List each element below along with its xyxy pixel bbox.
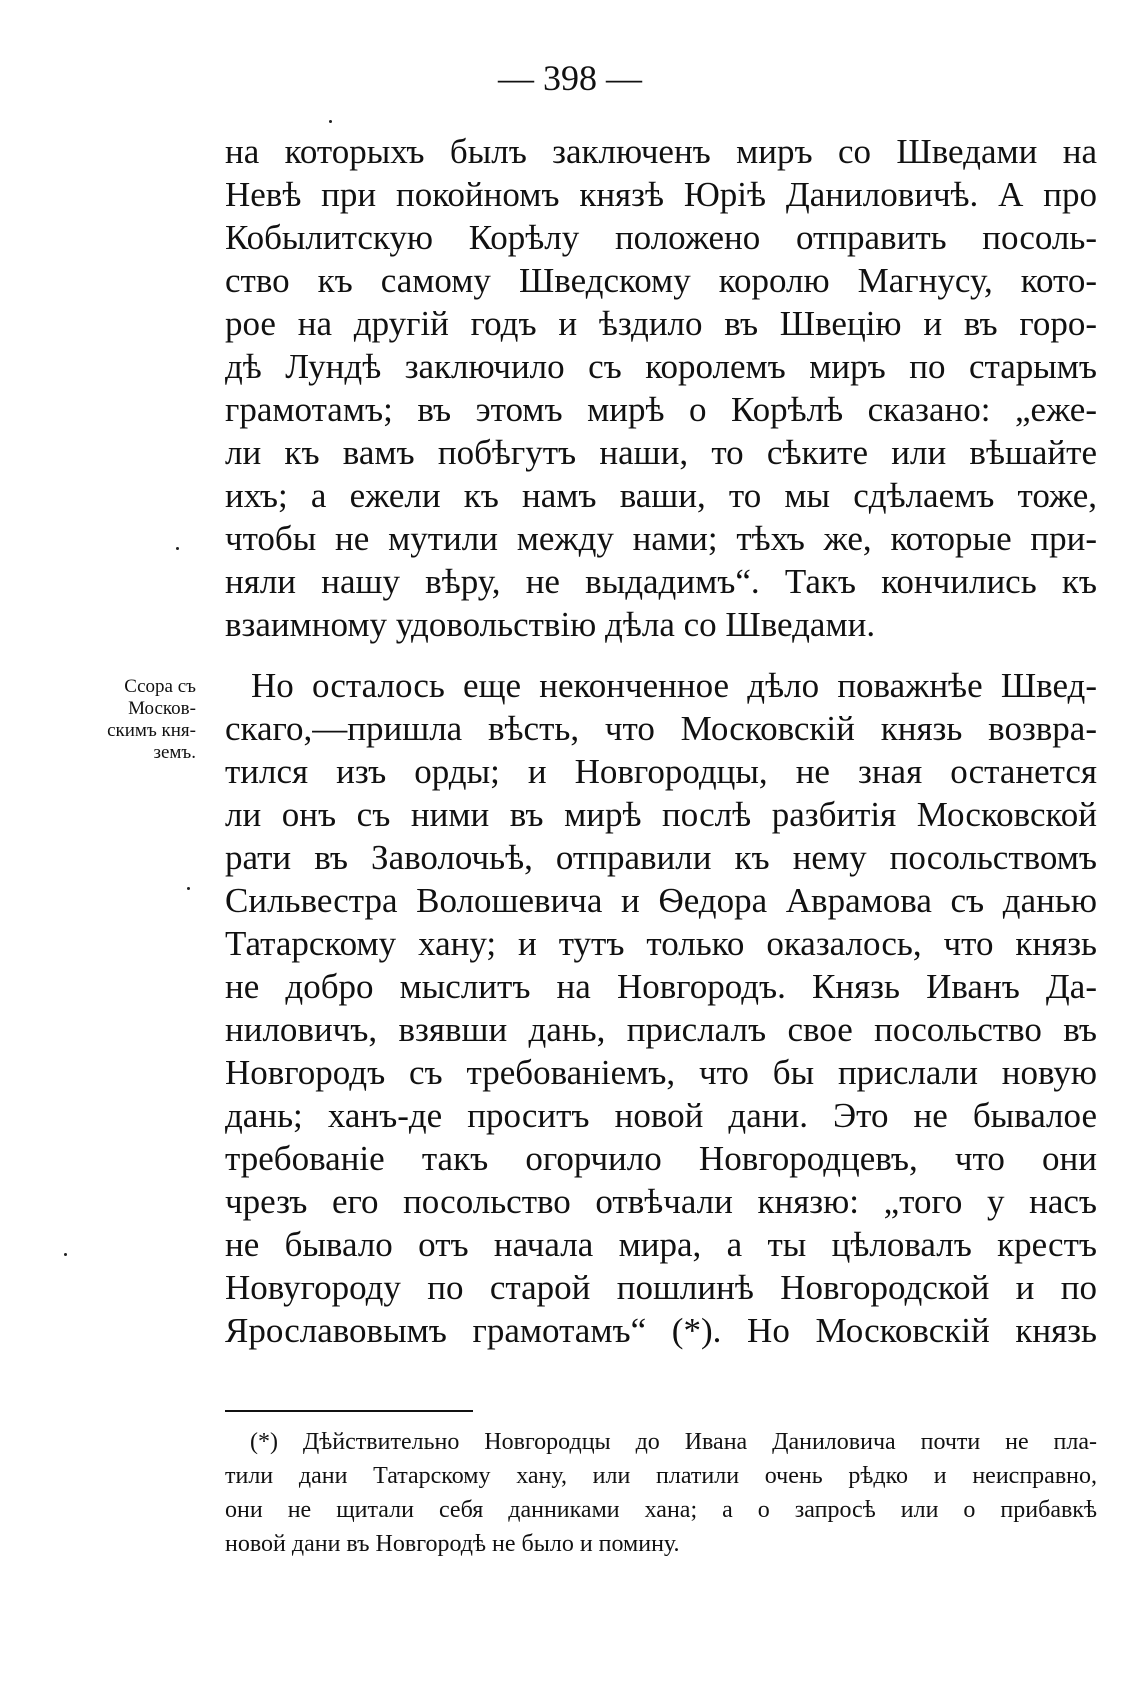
scan-speck: [64, 1253, 67, 1256]
text-line: Ярославовымъ грамотамъ“ (*). Но Московскій князь: [225, 1311, 1097, 1350]
footnote-line: они не щитали себя данниками хана; а о запросѣ или о прибавкѣ: [225, 1497, 1097, 1523]
text-line: не добро мыслитъ на Новгородъ. Князь Иванъ Да-: [225, 967, 1097, 1006]
page-number: — 398 —: [498, 58, 642, 98]
footnote-line: новой дани въ Новгородѣ не было и помину.: [225, 1531, 680, 1557]
scan-speck: [329, 120, 332, 123]
text-line: грамотамъ; въ этомъ мирѣ о Корѣлѣ сказано: „еже-: [225, 390, 1097, 429]
margin-note-line: земъ.: [153, 742, 196, 763]
text-line: на которыхъ былъ заключенъ миръ со Шведами на: [225, 132, 1097, 171]
text-line: рати въ Заволочьѣ, отправили къ нему посольствомъ: [225, 838, 1097, 877]
text-line: тился изъ орды; и Новгородцы, не зная останется: [225, 752, 1097, 791]
text-line: ство къ самому Шведскому королю Магнусу, кото-: [225, 261, 1097, 300]
scan-speck: [187, 887, 190, 890]
margin-note-line: Москов-: [128, 698, 196, 719]
footnote-rule: [225, 1410, 473, 1412]
text-line: Сильвестра Волошевича и Ѳедора Аврамова съ данью: [225, 881, 1097, 920]
footnote-line: тили дани Татарскому хану, или платили очень рѣдко и неисправно,: [225, 1463, 1097, 1489]
text-line: Новгородъ съ требованіемъ, что бы прислали новую: [225, 1053, 1097, 1092]
text-line: дань; ханъ-де проситъ новой дани. Это не бывалое: [225, 1096, 1097, 1135]
footnote-line: (*) Дѣйствительно Новгородцы до Ивана Даниловича почти не пла-: [250, 1429, 1097, 1455]
text-line: Но осталось еще неконченное дѣло поважнѣе Швед-: [251, 666, 1097, 705]
text-line: скаго,—пришла вѣсть, что Московскій князь возвра-: [225, 709, 1097, 748]
text-line: рое на другій годъ и ѣздило въ Швецію и въ горо-: [225, 304, 1097, 343]
text-line: взаимному удовольствію дѣла со Шведами.: [225, 605, 876, 644]
text-line: ли онъ съ ними въ мирѣ послѣ разбитія Московской: [225, 795, 1097, 834]
text-line: чтобы не мутили между нами; тѣхъ же, которые при-: [225, 519, 1097, 558]
scan-speck: [176, 547, 179, 550]
text-line: не бывало отъ начала мира, а ты цѣловалъ крестъ: [225, 1225, 1097, 1264]
text-line: требованіе такъ огорчило Новгородцевъ, что они: [225, 1139, 1097, 1178]
text-line: дѣ Лундѣ заключило съ королемъ миръ по старымъ: [225, 347, 1097, 386]
text-line: ниловичъ, взявши дань, прислалъ свое посольство въ: [225, 1010, 1097, 1049]
text-line: няли нашу вѣру, не выдадимъ“. Такъ кончились къ: [225, 562, 1097, 601]
text-line: ихъ; а ежели къ намъ ваши, то мы сдѣлаемъ тоже,: [225, 476, 1097, 515]
text-line: чрезъ его посольство отвѣчали князю: „того у насъ: [225, 1182, 1097, 1221]
text-line: ли къ вамъ побѣгутъ наши, то сѣките или вѣшайте: [225, 433, 1097, 472]
margin-note: [80, 676, 196, 764]
margin-note-line: Ссора съ: [124, 676, 196, 697]
text-line: Невѣ при покойномъ князѣ Юріѣ Даниловичѣ. А про: [225, 175, 1097, 214]
text-line: Новугороду по старой пошлинѣ Новгородской и по: [225, 1268, 1097, 1307]
margin-note-line: скимъ кня-: [107, 720, 196, 741]
text-line: Кобылитскую Корѣлу положено отправить посоль-: [225, 218, 1097, 257]
text-line: Татарскому хану; и тутъ только оказалось, что князь: [225, 924, 1097, 963]
